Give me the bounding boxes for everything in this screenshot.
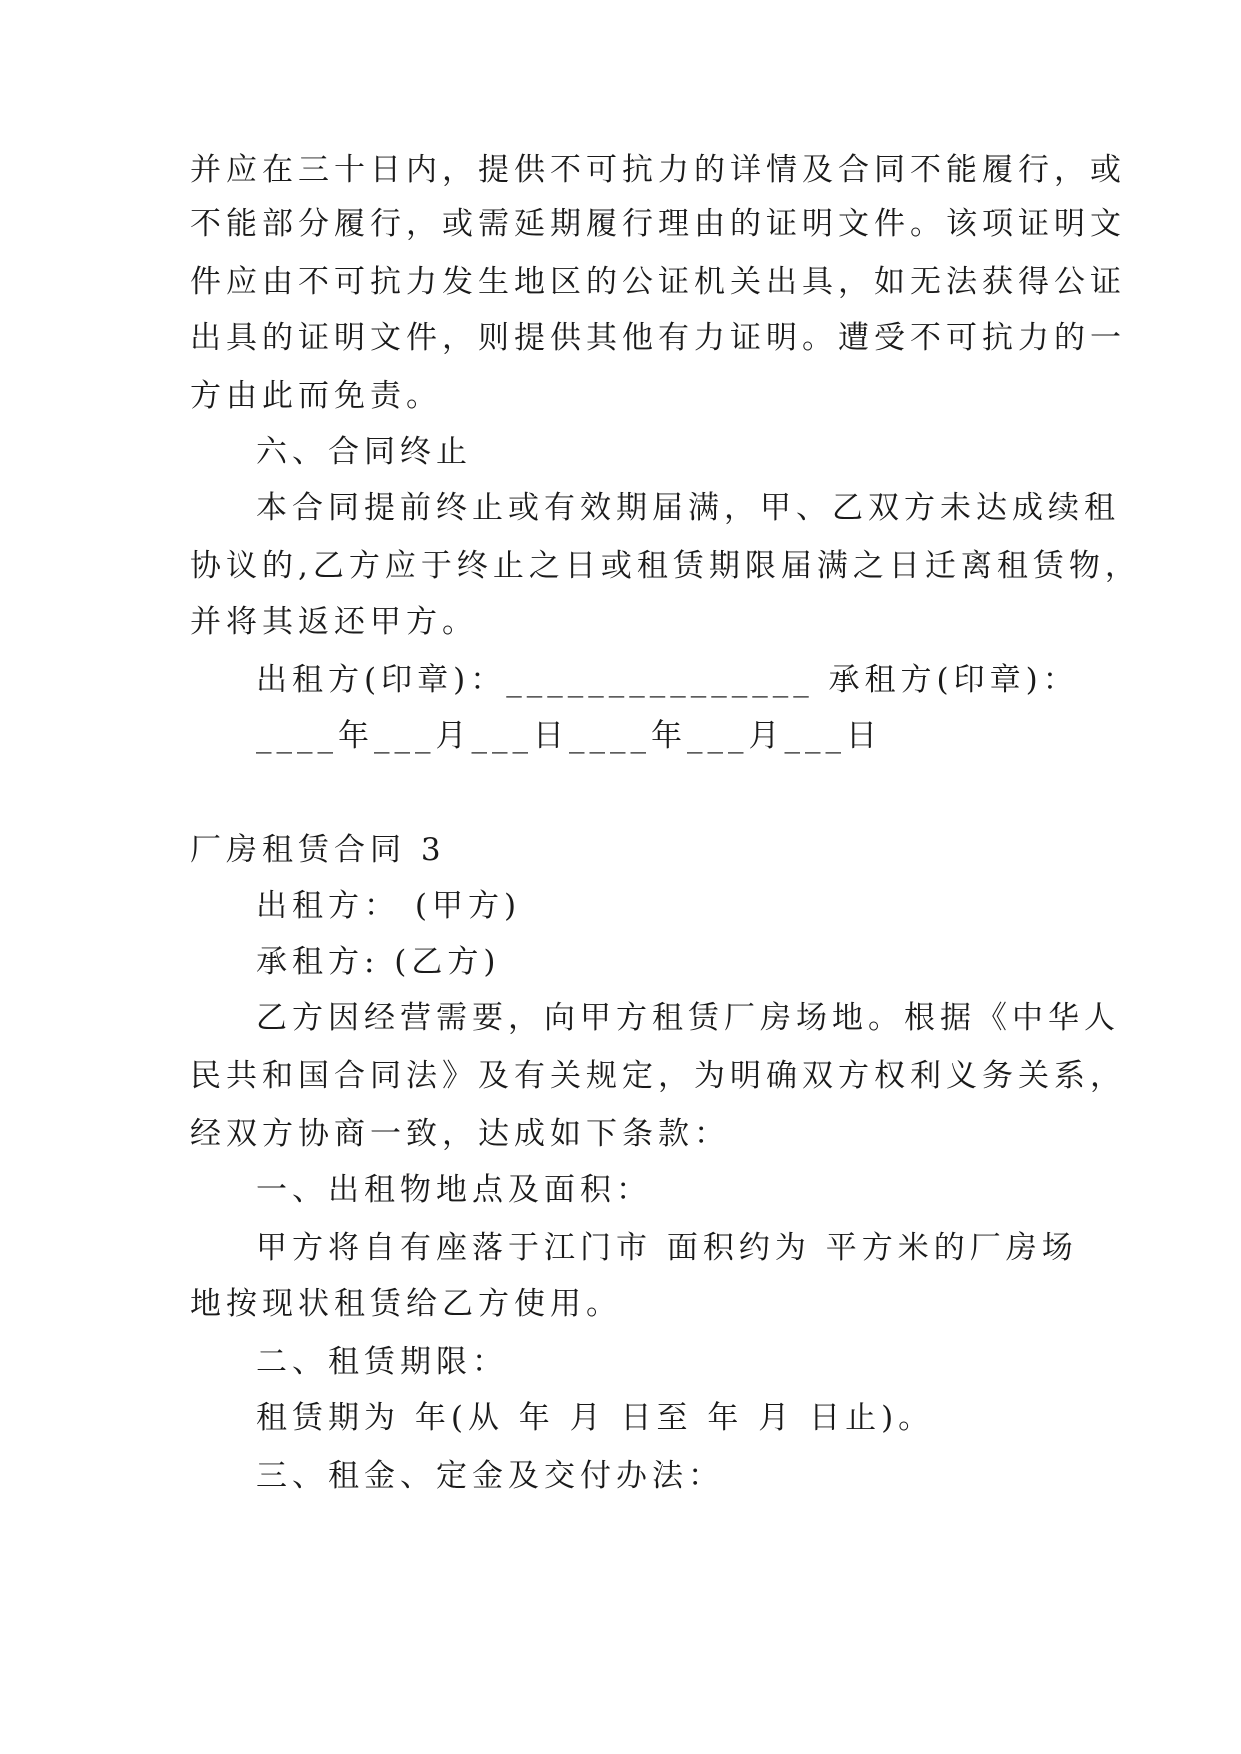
section-heading: 一、出租物地点及面积：	[256, 1172, 652, 1208]
signature-line: 出租方(印章)：_______________ 承租方(印章)：	[256, 662, 1079, 698]
paragraph-line: 方由此而免责。	[190, 378, 442, 414]
party-line: 承租方: (乙方)	[256, 944, 501, 980]
paragraph-line: 件应由不可抗力发生地区的公证机关出具，如无法获得公证	[190, 264, 1126, 300]
paragraph-line: 民共和国合同法》及有关规定，为明确双方权利义务关系，	[190, 1058, 1126, 1094]
paragraph-line: 并将其返还甲方。	[190, 604, 478, 640]
paragraph-line: 租赁期为 年(从 年 月 日至 年 月 日止)。	[256, 1400, 935, 1436]
paragraph-line: 地按现状租赁给乙方使用。	[190, 1286, 622, 1322]
section-heading: 二、租赁期限：	[256, 1344, 508, 1380]
paragraph-line: 经双方协商一致，达成如下条款：	[190, 1116, 730, 1152]
section-heading: 三、租金、定金及交付办法：	[256, 1458, 724, 1494]
paragraph-line: 并应在三十日内，提供不可抗力的详情及合同不能履行，或	[190, 152, 1126, 188]
paragraph-line: 本合同提前终止或有效期届满，甲、乙双方未达成续租	[256, 490, 1120, 526]
date-line: ____年___月___日____年___月___日	[256, 718, 882, 754]
paragraph-line: 甲方将自有座落于江门市 面积约为 平方米的厂房场	[256, 1230, 1078, 1266]
party-line: 出租方： (甲方)	[256, 888, 522, 924]
paragraph-line: 出具的证明文件，则提供其他有力证明。遭受不可抗力的一	[190, 320, 1126, 356]
section-heading: 六、合同终止	[256, 434, 472, 470]
paragraph-line: 协议的,乙方应于终止之日或租赁期限届满之日迁离租赁物，	[190, 548, 1141, 584]
paragraph-line: 不能部分履行，或需延期履行理由的证明文件。该项证明文	[190, 206, 1126, 242]
paragraph-line: 乙方因经营需要，向甲方租赁厂房场地。根据《中华人	[256, 1000, 1120, 1036]
contract-title: 厂房租赁合同 3	[190, 832, 446, 868]
